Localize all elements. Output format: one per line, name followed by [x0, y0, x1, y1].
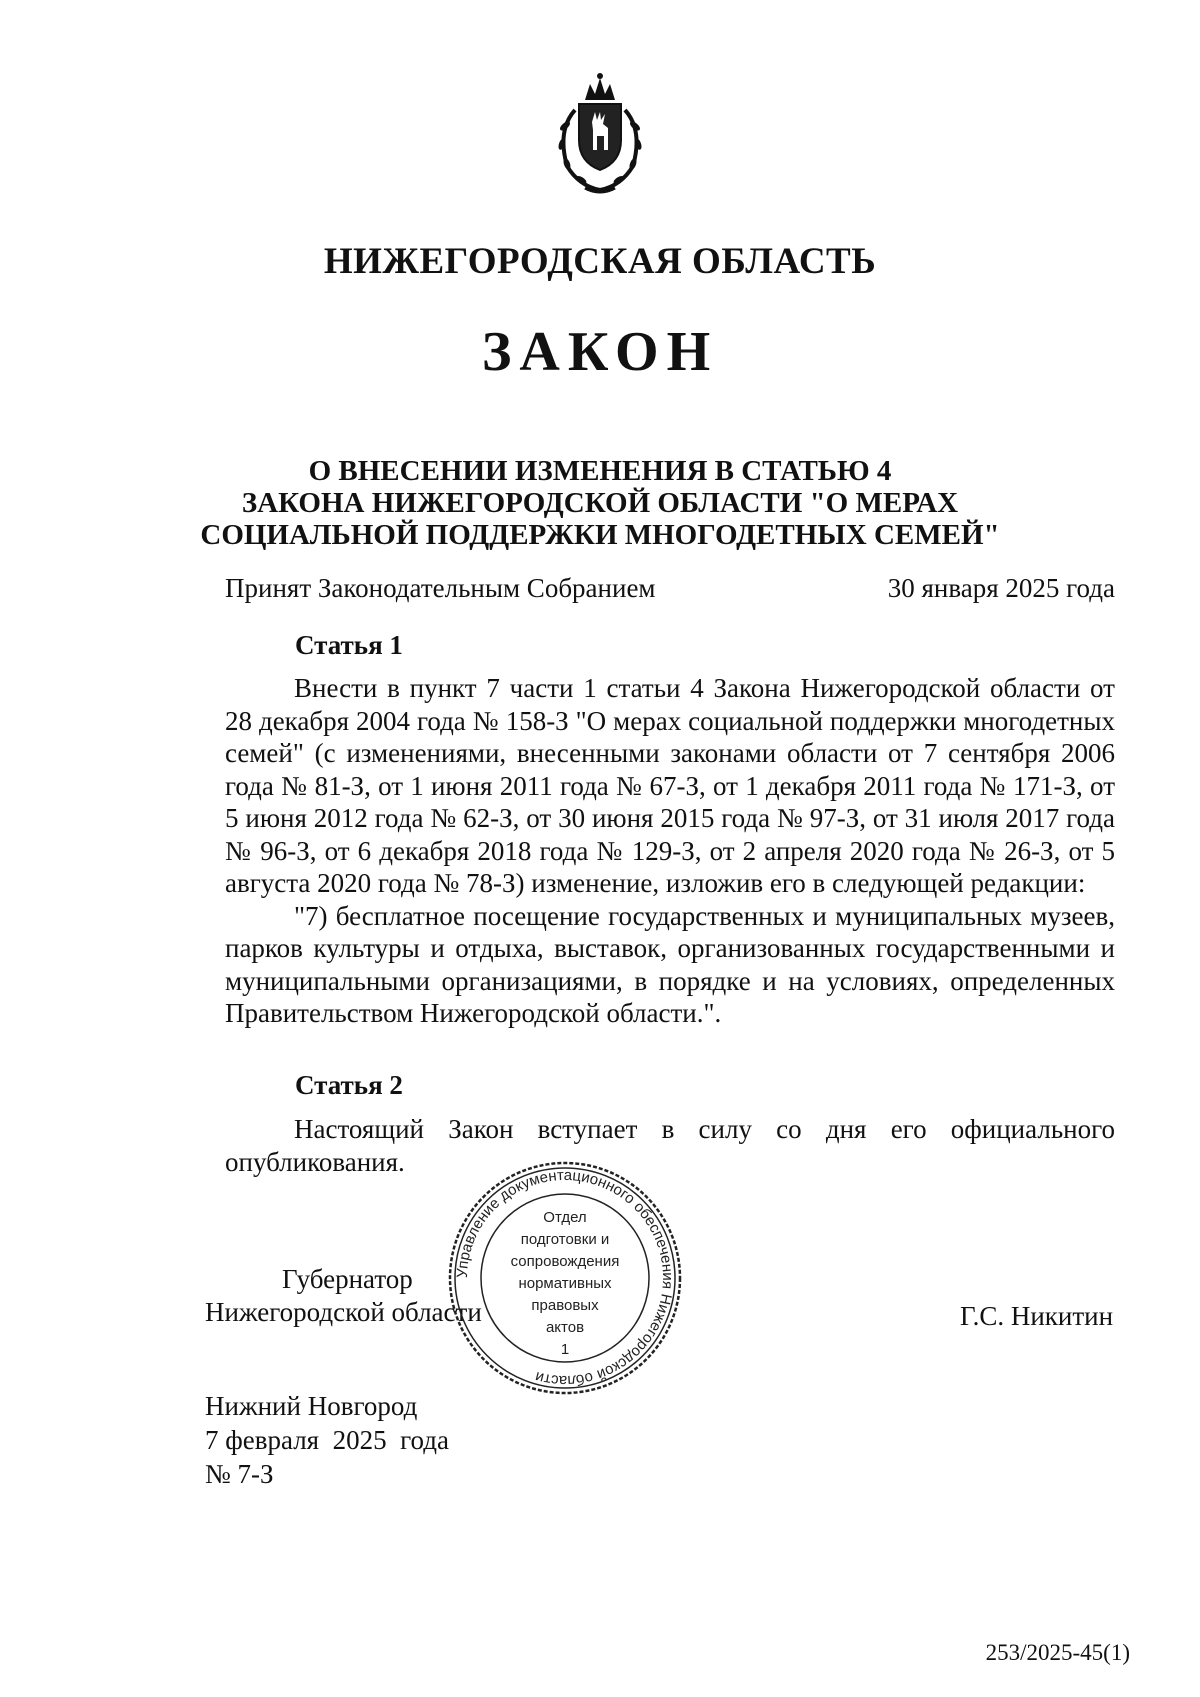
stamp-inner-line: сопровождения: [510, 1253, 620, 1270]
article-1-paragraph: Внести в пункт 7 части 1 статьи 4 Закона Нижегородской области от 28 декабря 2004 года № 158-З "О мерах социальной поддержки многодетных семей" (с изменениями, внесенными законами области от 7 сентября 2006 года № 81-З, от 1 июня 2011 года № 67-З, от 1 декабря 2011 года № 171-З, от 5 июня 2012 года № 62-З, от 30 июня 2015 года № 97-З, от 31 июля 2017 года № 96-З, от 6 декабря 2018 года № 129-З, от 2 апреля 2020 года № 26-З, от 5 августа 2020 года № 78-З) изменение, изложив его в следующей редакции:: [225, 673, 1115, 898]
article-1-body: [225, 672, 1115, 1030]
stamp-inner-line: актов: [545, 1319, 585, 1336]
adoption-date: 30 января 2025 года: [887, 573, 1115, 603]
adoption-label: Принят Законодательным Собранием: [225, 573, 656, 603]
place-city: Нижний Новгород: [205, 1391, 418, 1421]
law-title-line: СОЦИАЛЬНОЙ ПОДДЕРЖКИ МНОГОДЕТНЫХ СЕМЕЙ": [200, 519, 1000, 551]
signatory-name: Г.С. Никитин: [960, 1301, 1114, 1331]
law-number: № 7-З: [205, 1459, 274, 1489]
stamp-ring-text: Управление документационного обеспечения Нижегородской области: [453, 1166, 677, 1390]
stamp-inner-line: правовых: [531, 1297, 599, 1314]
signing-date: 7 февраля 2025 года: [205, 1425, 449, 1455]
adoption-line: [225, 573, 1115, 604]
law-title-line: О ВНЕСЕНИИ ИЗМЕНЕНИЯ В СТАТЬЮ 4: [308, 455, 892, 487]
stamp-inner-line: 1: [560, 1341, 570, 1358]
region-title: НИЖЕГОРОДСКАЯ ОБЛАСТЬ: [323, 241, 877, 282]
signatory-position-line2: Нижегородской области: [205, 1297, 482, 1327]
law-title-line: ЗАКОНА НИЖЕГОРОДСКОЙ ОБЛАСТИ "О МЕРАХ: [241, 487, 959, 519]
article-2-paragraph: Настоящий Закон вступает в силу со дня его официального опубликования.: [225, 1114, 1115, 1177]
signatory-position-line1: Губернатор: [282, 1264, 413, 1294]
registration-number: 253/2025-45(1): [985, 1640, 1130, 1665]
stamp-inner-line: Отдел: [543, 1209, 587, 1226]
article-1-heading: Статья 1: [295, 630, 403, 660]
stamp-inner-line: подготовки и: [520, 1231, 610, 1248]
document-type: ЗАКОН: [481, 321, 719, 383]
article-1-paragraph: "7) бесплатное посещение государственных и муниципальных музеев, парков культуры и отдыха, выставок, организованных государственными и муниципальными организациями, в порядке и на условиях, определенных Правительством Нижегородской области.".: [225, 900, 1115, 1028]
law-title: [0, 455, 1200, 551]
coat-of-arms-icon: [545, 70, 655, 200]
official-stamp: [445, 1158, 685, 1398]
stamp-inner-line: нормативных: [518, 1275, 612, 1292]
article-2-heading: Статья 2: [295, 1070, 403, 1100]
